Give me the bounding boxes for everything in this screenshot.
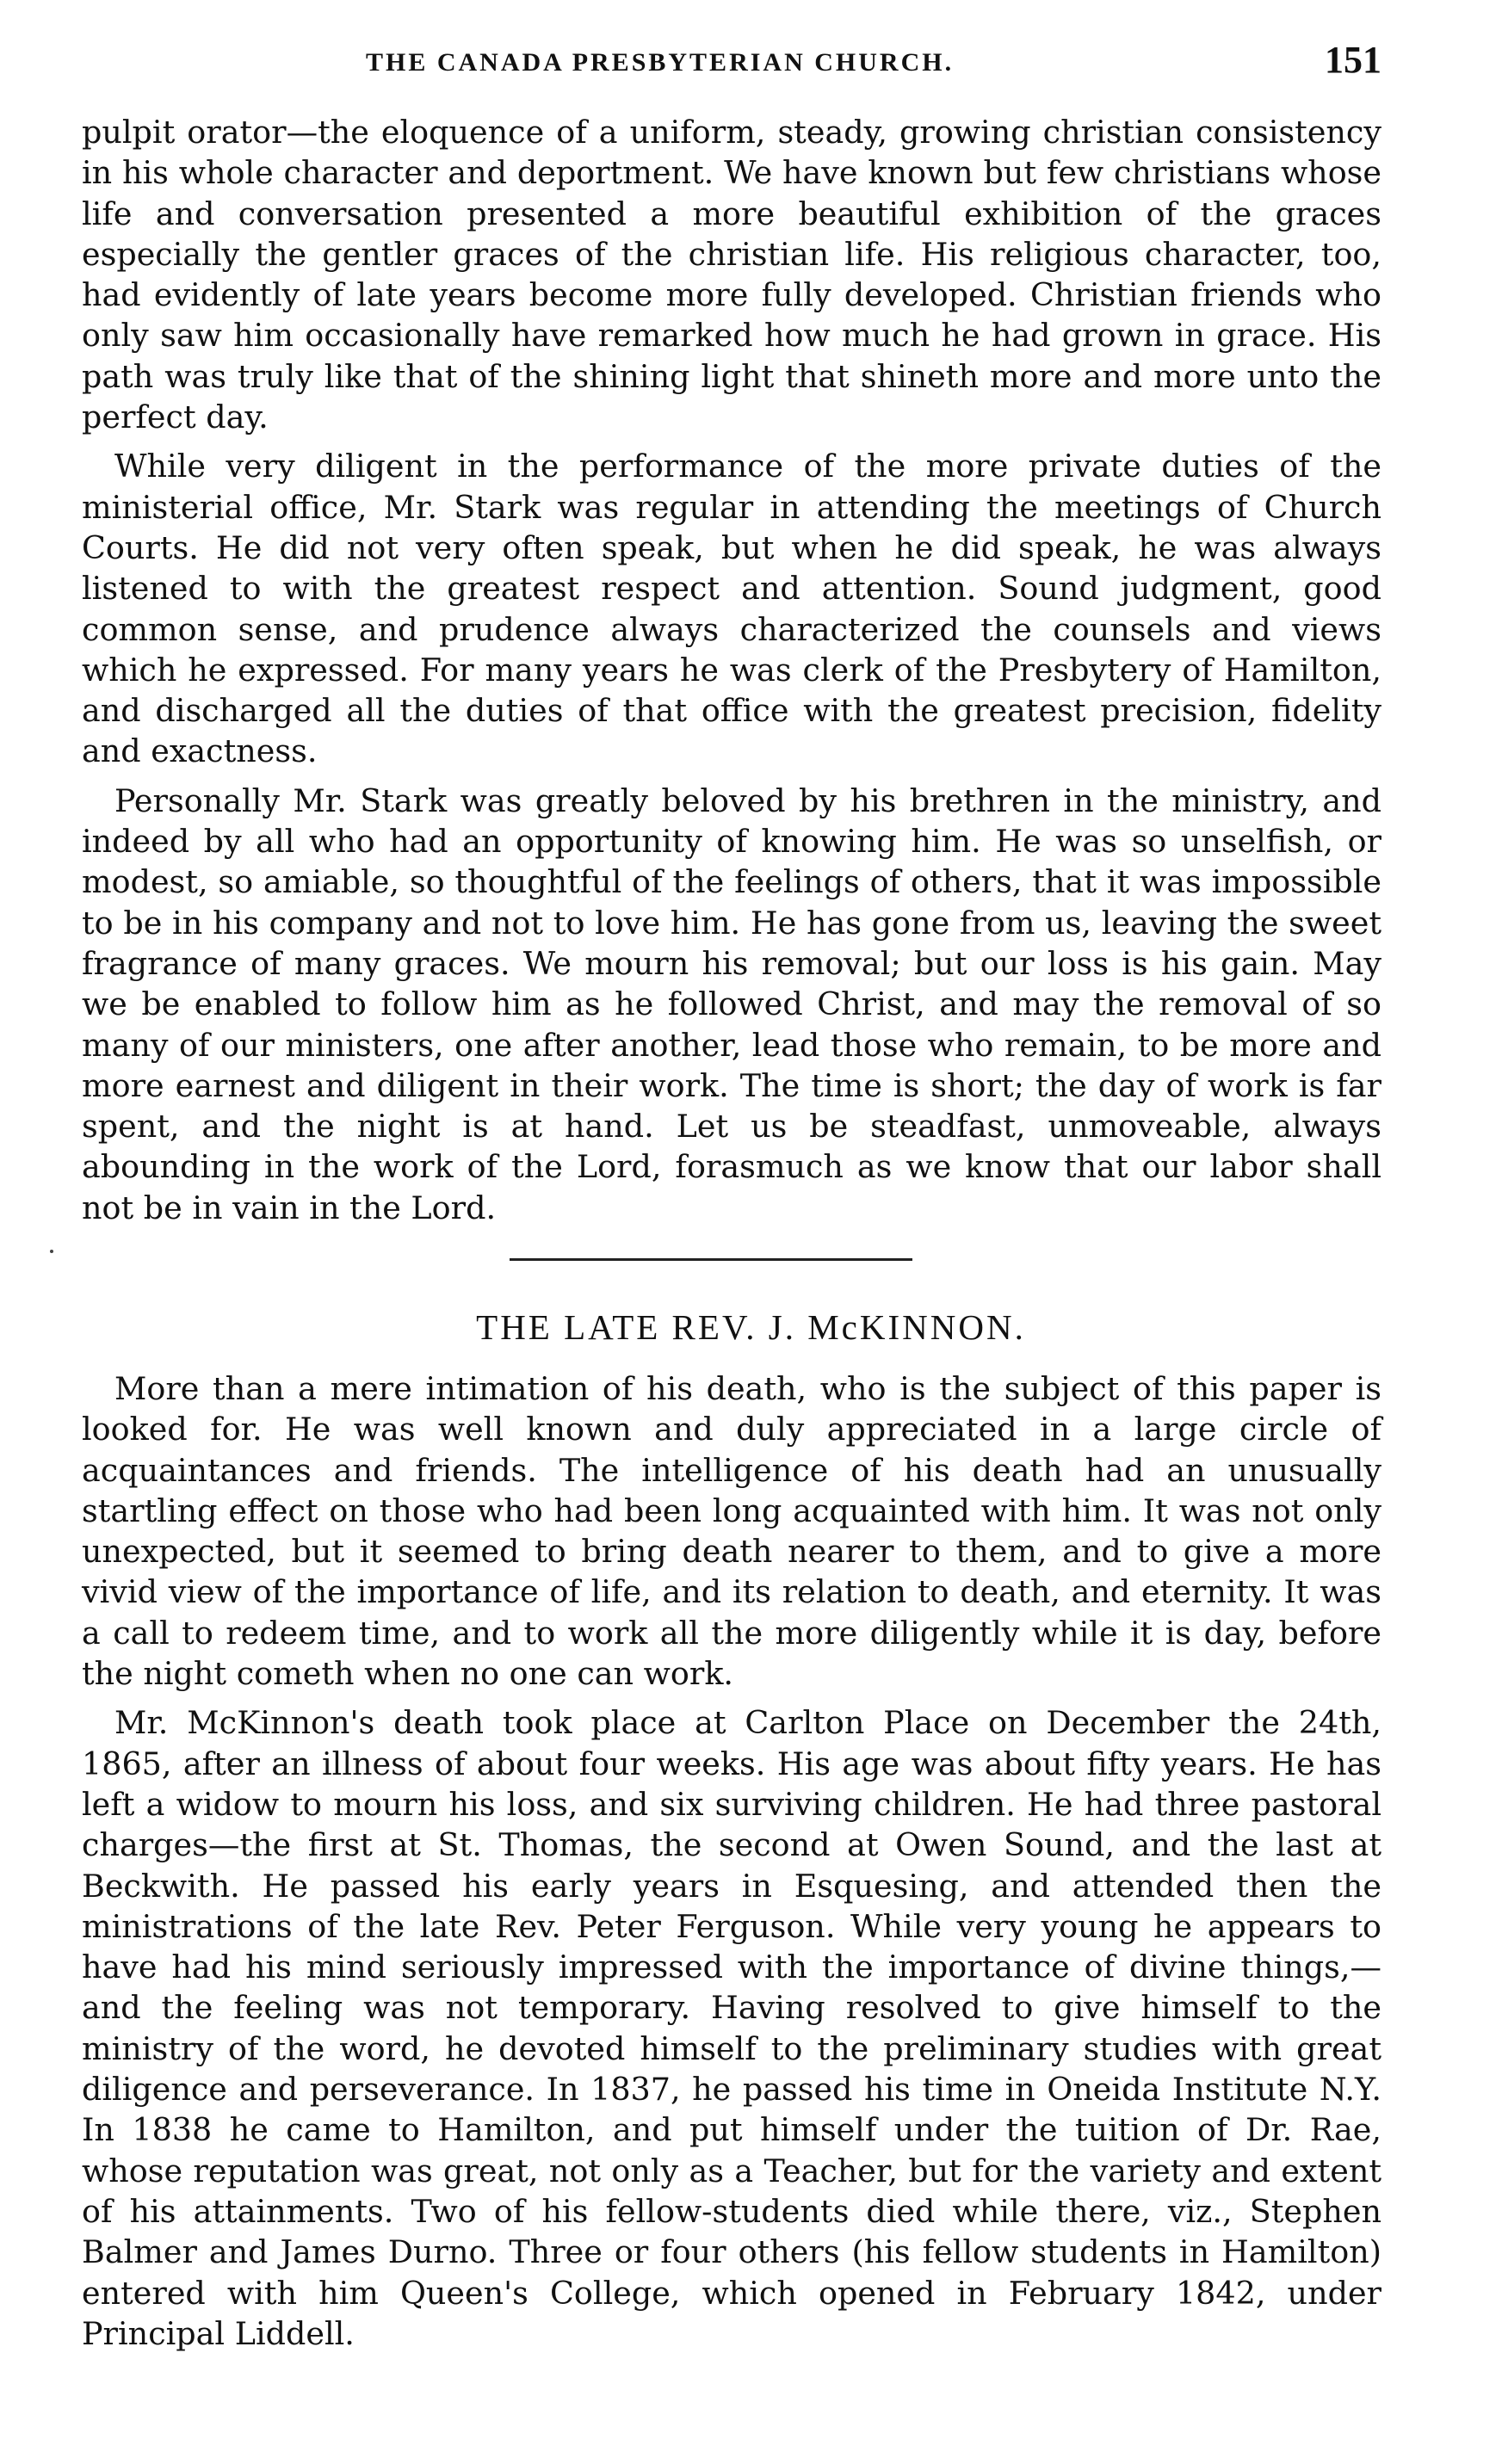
article-mckinnon [82, 1368, 1381, 2354]
print-speck [50, 1250, 53, 1253]
paragraph: pulpit orator—the eloquence of a uniform, steady, growing christian consistency in his whole character and deportment. We have known but few christians whose life and conversation presented a more beautiful exhibition of the graces especially the gentler graces of the christian life. His religious character, too, had evidently of late years become more fully developed. Christian friends who only saw him occasionally have remarked how much he had grown in grace. His path was truly like that of the shining light that shineth more and more unto the perfect day. [82, 114, 1381, 436]
article-heading: THE LATE REV. J. McKINNON. [476, 1307, 1026, 1347]
paragraph: More than a mere intimation of his death, who is the subject of this paper is looked for. He was well known and duly appreciated in a large circle of acquaintances and friends. The intelligence of his death had an unusually startling effect on those who had been long acquainted with him. It was not only unexpected, but it seemed to bring death nearer to them, and to give a more vivid view of the importance of life, and its relation to death, and eternity. It was a call to redeem time, and to work all the more diligently while it is day, before the night cometh when no one can work. [82, 1370, 1381, 1693]
article-stark-continuation [82, 112, 1381, 1228]
paragraph: Personally Mr. Stark was greatly beloved by his brethren in the ministry, and indeed by all who had an opportunity of knowing him. He was so unselfish, or modest, so amiable, so thoughtful of the feelings of others, that it was impossible to be in his company and not to love him. He has gone from us, leaving the sweet fragrance of many graces. We mourn his removal; but our loss is his gain. May we be enabled to follow him as he followed Christ, and may the removal of so many of our ministers, one after another, lead those who remain, to be more and more earnest and diligent in their work. The time is short; the day of work is far spent, and the night is at hand. Let us be steadfast, unmoveable, always abounding in the work of the Lord, forasmuch as we know that our labor shall not be in vain in the Lord. [82, 781, 1381, 1226]
paragraph: While very diligent in the performance of the more private duties of the ministerial office, Mr. Stark was regular in attending the meetings of Church Courts. He did not very often speak, but when he did speak, he was always listened to with the greatest respect and attention. Sound judgment, good common sense, and prudence always characterized the counsels and views which he expressed. For many years he was clerk of the Presbytery of Hamilton, and discharged all the duties of that office with the greatest precision, fidelity and exactness. [82, 448, 1381, 770]
running-title: THE CANADA PRESBYTERIAN CHURCH. [366, 48, 955, 77]
running-header [82, 34, 1381, 95]
page-number: 151 [1325, 39, 1381, 81]
paragraph: Mr. McKinnon's death took place at Carlton Place on December the 24th, 1865, after an illness of about four weeks. His age was about fifty years. He has left a widow to mourn his loss, and six surviving children. He had three pastoral charges—the first at St. Thomas, the second at Owen Sound, and the last at Beckwith. He passed his early years in Esquesing, and attended then the ministrations of the late Rev. Peter Ferguson. While very young he appears to have had his mind seriously impressed with the importance of divine things,—and the feeling was not temporary. Having resolved to give himself to the ministry of the word, he devoted himself to the preliminary studies with great diligence and perseverance. In 1837, he passed his time in Oneida Institute N.Y. In 1838 he came to Hamilton, and put himself under the tuition of Dr. Rae, whose reputation was great, not only as a Teacher, but for the variety and extent of his attainments. Two of his fellow-students died while there, viz., Stephen Balmer and James Durno. Three or four others (his fellow students in Hamilton) entered with him Queen's College, which opened in February 1842, under Principal Liddell. [82, 1704, 1381, 2352]
section-divider [510, 1258, 912, 1261]
